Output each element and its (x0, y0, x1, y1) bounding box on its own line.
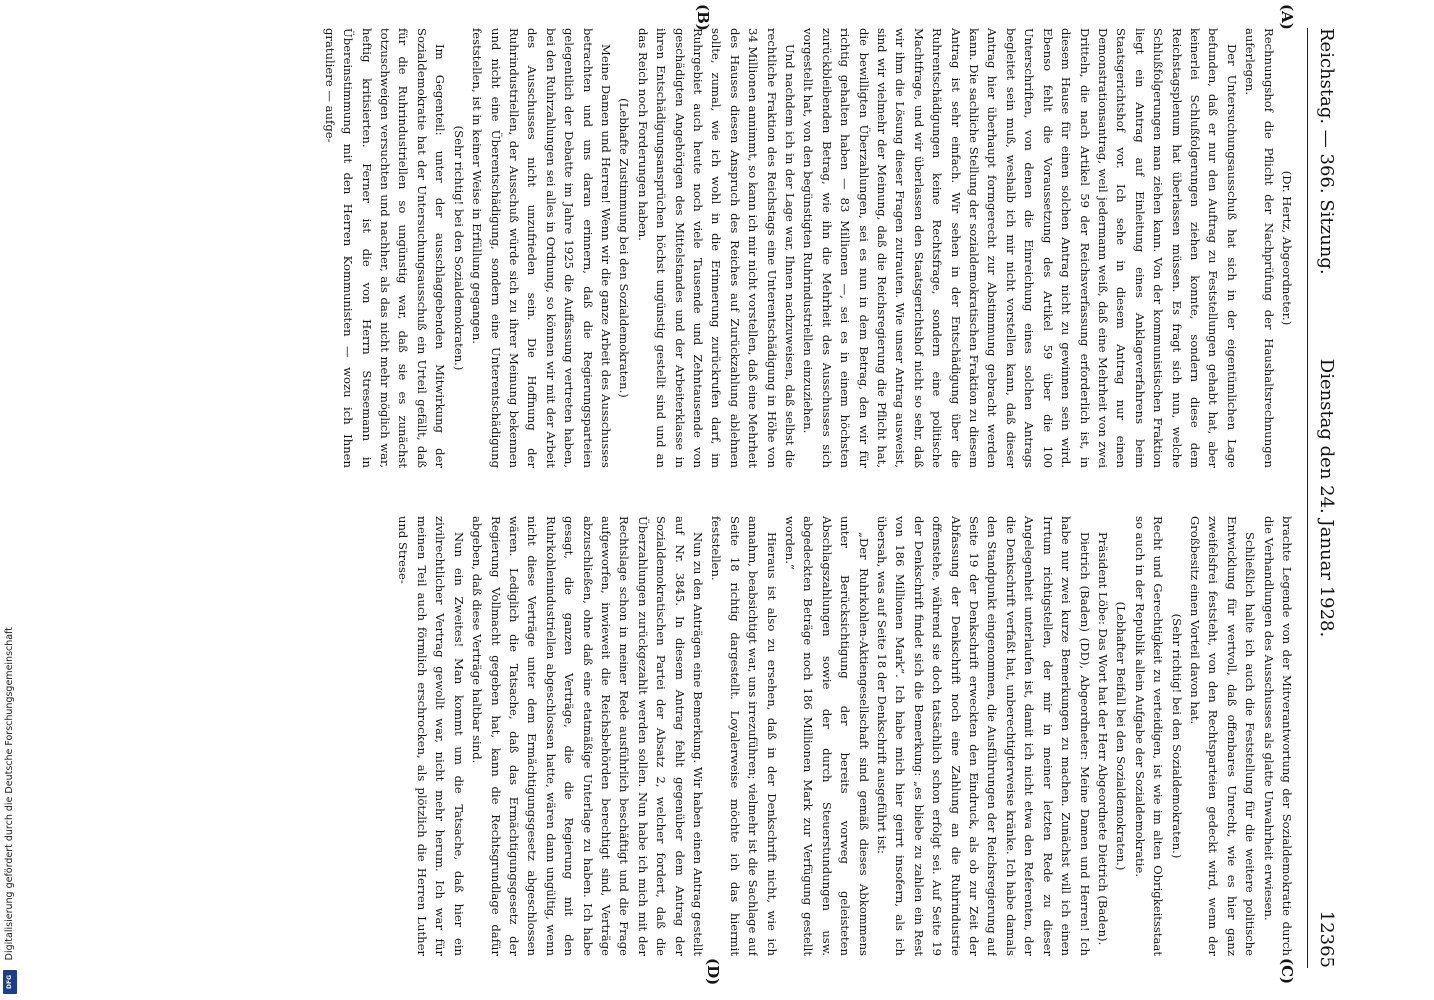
paragraph: Nun zu den Anträgen eine Bemerkung. Wir haben einen Antrag gestellt auf Nr. 3845. In diesem Antrag fehlt gegenüber dem Antrag der Sozialdemokratischen Partei der Absatz 2, welcher fordert, daß die Überzahlungen zurückgezahlt werden sollen. Nun habe ich mich mit der Rechtslage schon in meiner Rede ausführlich beschäftigt und die Frage aufgeworfen, inwieweit die Reichsbehörden berechtigt sind, Verträge abzuschließen, ohne daß eine etatmäßige Unterlage zu haben. Ich habe gesagt, die ganzen Verträge, die die Regierung mit den Ruhrkohlenindustriellen abgeschlossen hatte, wären dann ungültig, wenn nicht diese Verträge unter dem Ermächtigungsgesetz abgeschlossen wären. Lediglich die Tatsache, daß das Ermächtigungsgesetz der Regierung Vollmacht gegeben hat, kann die Rechtsgrundlage dafür abgeben, daß diese Verträge haltbar sind. (470, 516, 705, 956)
header-date: Dienstag den 24. Januar 1928. (1316, 358, 1337, 638)
paragraph: Der Untersuchungsausschuß hat sich in der eigentümlichen Lage befunden, daß er nur den Auftrag zu Feststellungen gehabt hat, aber keinerlei Schlußfolgerungen ziehen konnte, sondern diese dem Reichstagsplenum hat überlassen müssen. Es fragt sich nun, welche Schlußfolgerungen man ziehen kann. Von der kommunistischen Fraktion liegt ein Antrag auf Einleitung eines Anklageverfahrens beim Staatsgerichtshof vor. Ich sehe in diesem Antrag nur einen Demonstrationsantrag, weil jedermann weiß, daß eine Mehrheit von zwei Dritteln, die nach Artikel 59 der Reichsverfassung erforderlich ist, in diesem Hause für einen solchen Antrag nicht zu gewinnen sein wird. Ebenso fehlt die Voraussetzung des Artikel 59 über die 100 Unterschriften, von denen die Einreichung eines solchen Antrags begleitet sein muß, weshalb ich mir nicht vorstellen kann, daß dieser Antrag hier überhaupt formgerecht zur Abstimmung gebracht werden kann. Die sachliche Stellung der sozialdemokratischen Fraktion zu diesem Antrag ist sehr einfach. Wir sehen in der Entschädigung über die Ruhrentschädigungen keine Rechtsfrage, sondern eine politische Machtfrage, und wir überlassen den Staatsgerichtshof nicht so sehr, daß wir ihm die Lösung dieser Fragen zutrauten. Wie unser Antrag ausweist, sind wir vielmehr der Meinung, daß die Reichsregierung die Pflicht hat, die bewilligten Überzahlungen, sei es nun in dem Betrag, den wir für richtig gehalten haben — 83 Millionen —, sei es in einem höchsten zurückbleibenden Betrag, wie ihn die Mehrheit des Ausschusses sich vorgestellt hat, von den begünstigten Ruhrindustriellen einzuziehen. (801, 28, 1239, 468)
left-column (16, 28, 1296, 468)
paragraph: Im Gegenteil: unter der ausschlaggebenden Mitwirkung der Sozialdemokratie hat der Untersuchungsausschuß ein Urteil gefällt, daß für die Ruhrindustriellen so ungünstig war, daß sie es zunächst totzuschweigen versuchten und nachher, als das nicht mehr möglich war, heftig kritisierten. Ferner ist die von Herrn Stresemann in Übereinstimmung mit den Herren Kommunisten — wozu ich Ihnen gratuliere — aufge- (322, 28, 448, 468)
paragraph: Und nachdem ich in der Lage war, Ihnen nachzuweisen, daß selbst die rechtliche Fraktion des Reichstags eine Unterentschädigung in Höhe von 34 Millionen annimmt, so kann ich mir nicht vorstellen, daß eine Mehrheit des Hauses diesen Anspruch des Reiches auf Zurückzahlung ablehnen sollte, zumal, wie ich wohl in die Erinnerung zurückrufen darf, im Ruhrgebiet auch heute noch viele Tausende und Zehntausende von geschädigten Angehörigen des Mittelstandes und der Arbeiterklasse in ihren Entschädigungsansprüchen höchst ungünstig gestellt sind und an das Reich noch Forderungen haben. (635, 28, 798, 468)
paragraph: Hieraus ist also zu ersehen, daß in der Denkschrift nicht, wie ich annahm, beabsichtigt war, uns irrezuführen; vielmehr ist die Sachlage auf Seite 18 richtig dargestellt. Loyalerweise möchte ich das hiermit feststellen. (709, 516, 779, 956)
applause-note: (Sehr richtig! bei den Sozialdemokraten.) (1169, 613, 1184, 859)
dfg-logo: DFG (3, 970, 17, 994)
applause-note: (Sehr richtig! bei den Sozialdemokraten.) (451, 125, 466, 371)
page-header (1307, 28, 1344, 968)
funding-text: Digitalisierung gefördert durch die Deutsche Forschungsgemeinschaft (4, 626, 15, 960)
page-number: 12365 (1316, 910, 1337, 968)
margin-marker-a: (A) (1278, 4, 1296, 30)
applause-note: (Lebhafte Zustimmung bei den Sozialdemokraten.) (617, 98, 632, 398)
margin-marker-c: (C) (1278, 958, 1296, 985)
header-session: Reichstag. — 366. Sitzung. (1316, 28, 1337, 275)
paragraph: brachte Legende von der Mitverantwortung der Sozialdemokratie durch die Verhandlungen des Ausschusses als glatte Unwahrheit erwiesen. (1261, 516, 1294, 956)
applause-note: (Lebhafter Beifall bei den Sozialdemokraten.) (1114, 601, 1129, 871)
paragraph: Dietrich (Baden) (DD), Abgeordneter: Meine Damen und Herren! Ich habe nur zwei kurze Bemerkungen zu machen. Zunächst will ich einen Irrtum richtigstellen, der mir in meiner letzten Rede zu dieser Angelegenheit unterlaufen ist, damit ich nicht etwa den Referenten, der die Denkschrift verfaßt hat, unberechtigterweise kränke. Ich habe damals den Standpunkt eingenommen, die Ausführungen der Reichsregierung auf Seite 19 der Denkschrift erweckten den Eindruck, als ob zur Zeit der Abfassung der Denkschrift noch eine Zahlung an die Ruhrindustrie offenstehe, während sie doch tatsächlich schon erfolgt sei. Auf Seite 19 der Denkschrift findet sich die Bemerkung: „es bliebe zu zahlen ein Rest von 186 Millionen Mark“. Ich habe mich hier geirrt insofern, als ich übersah, was auf Seite 18 der Denkschrift ausgeführt ist: (875, 516, 1092, 956)
paragraph: Rechnungshof die Pflicht der Nachprüfung der Haushaltsrechnungen auferlegen. (1243, 28, 1276, 468)
paragraph: Nun ein Zweites! Man kommt um die Tatsache, daß hier ein zivilrechtlicher Vertrag gewollt war, nicht mehr herum. Ich war für meinen Teil auch förmlich erschrocken, als plötzlich die Herren Luther und Strese- (396, 516, 466, 956)
margin-marker-d: (D) (704, 958, 722, 986)
paragraph: Meine Damen und Herren! Wenn wir die ganze Arbeit des Ausschusses betrachten und uns daran erinnern, daß die Regierungsparteien gelegentlich der Debatte im Jahre 1925 die Auffassung vertreten haben, bei den Ruhrzahlungen sei alles in Ordnung, so können wir mit der Arbeit des Ausschusses nicht unzufrieden sein. Die Hoffnung der Ruhrindustriellen, der Ausschuß würde sich zu ihrer Meinung bekennen und nicht eine Überentschädigung, sondern eine Unterentschädigung feststellen, ist in keiner Weise in Erfüllung gegangen. (470, 28, 613, 468)
president-line: Präsident Löbe: Das Wort hat der Herr Abgeordnete Dietrich (Baden). (1095, 532, 1110, 946)
quotation: „Der Ruhrkohlen-Aktiengesellschaft sind gemäß dieses Abkommens unter Berücksichtigung der bereits vorweg geleisteten Abschlagszahlungen sowie der durch Steuerstundungen usw. abgedeckten Beträge noch 186 Millionen Mark zur Verfügung gestellt worden.“ (783, 516, 871, 956)
paragraph: Recht und Gerechtigkeit zu verteidigen, ist wie im alten Obrigkeitsstaat so auch in der Republik allein Aufgabe der Sozialdemokratie. (1132, 516, 1166, 956)
margin-marker-b: (B) (694, 4, 712, 31)
paragraph: Schließlich halte ich auch die Feststellung für die weitere politische Entwicklung für wertvoll, daß offenbares Unrecht, wie es hier ganz zweifelsfrei feststeht, von den Rechtsparteien gedeckt wird, wenn der Großbesitz einen Vorteil davon hat. (1187, 516, 1258, 956)
right-column (16, 516, 1296, 956)
speaker-line: (Dr. Hertz, Abgeordneter.) (1280, 170, 1294, 326)
